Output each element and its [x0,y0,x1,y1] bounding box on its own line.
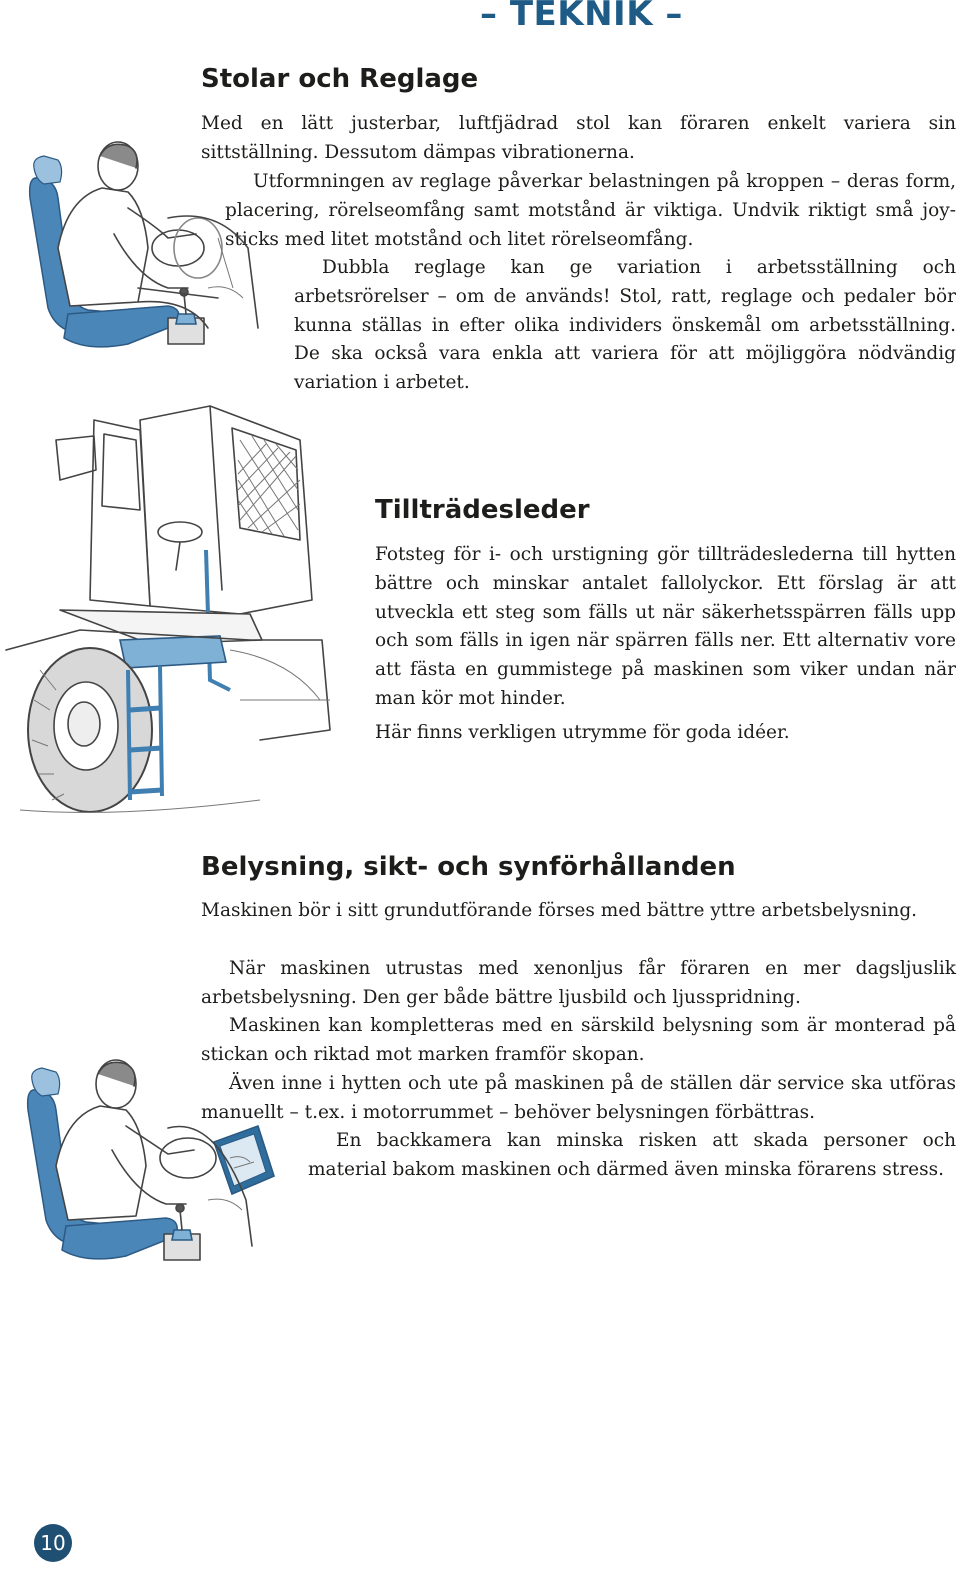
paragraph-belysning-2: När maskinen utrustas med xenonljus får föraren en mer dagsljuslik arbetsbelysning. Den ger både bättre ljusbild och ljusspridning. [201,958,956,1008]
paragraph-belysning-4: Även inne i hytten och ute på maskinen på de ställen där service ska utföras manuellt – t.ex. i motorrummet – behöver belysningen förbättras. [201,1073,956,1123]
heading-stolar-och-reglage: Stolar och Reglage [201,64,479,94]
paragraph-tilltrade-2: Här finns verkligen utrymme för goda idéer. [375,722,790,743]
paragraph-belysning-3: Maskinen kan kompletteras med en särskild belysning som är monterad på stickan och riktad mot marken framför skopan. [201,1015,956,1065]
section-header-title: – TEKNIK – [480,0,683,34]
heading-belysning: Belysning, sikt- och synförhållanden [201,852,736,882]
paragraph-belysning-1: Maskinen bör i sitt grundutförande förses med bättre yttre arbetsbelysning. [201,900,918,921]
operator-seat-joystick-illustration [18,138,268,368]
machine-cab-steps-illustration [0,400,340,820]
paragraph-belysning-5: En backkamera kan minska risken att skada personer och material bakom maskinen och därmed även minska förarens stress. [308,1130,956,1180]
operator-camera-monitor-illustration [18,1050,288,1280]
paragraph-tilltrade-1: Fotsteg för i- och urstigning gör tillträdeslederna till hytten bättre och minskar antalet fallolyckor. Ett förslag är att utveckla ett steg som fälls ut när säkerhetsspärren fälls upp och som fälls in igen när spärren fälls ner. Ett alternativ vore att fästa en gummistege på maskinen som viker undan när man kör mot hinder. [375,544,956,709]
page-number-badge: 10 [34,1524,72,1562]
paragraph-stolar-2: Utformningen av reglage påverkar belastningen på kroppen – deras form, placering, rörelseomfång samt motstånd är viktiga. Undvik riktigt små joy-sticks med litet motstånd och litet rörelseomfång. [225,171,956,250]
heading-tilltradesleder: Tillträdesleder [375,495,590,525]
paragraph-stolar-3: Dubbla reglage kan ge variation i arbetsställning och arbetsrörelser – om de används! Stol, ratt, reglage och pedaler bör kunna ställas in efter olika individers önskemål om arbetsställning. De ska också vara enkla att variera för att möjliggöra nödvändig variation i arbetet. [294,257,956,394]
paragraph-stolar-1: Med en lätt justerbar, luftfjädrad stol kan föraren enkelt variera sin sittställning. Dessutom dämpas vibrationerna. [201,113,956,163]
